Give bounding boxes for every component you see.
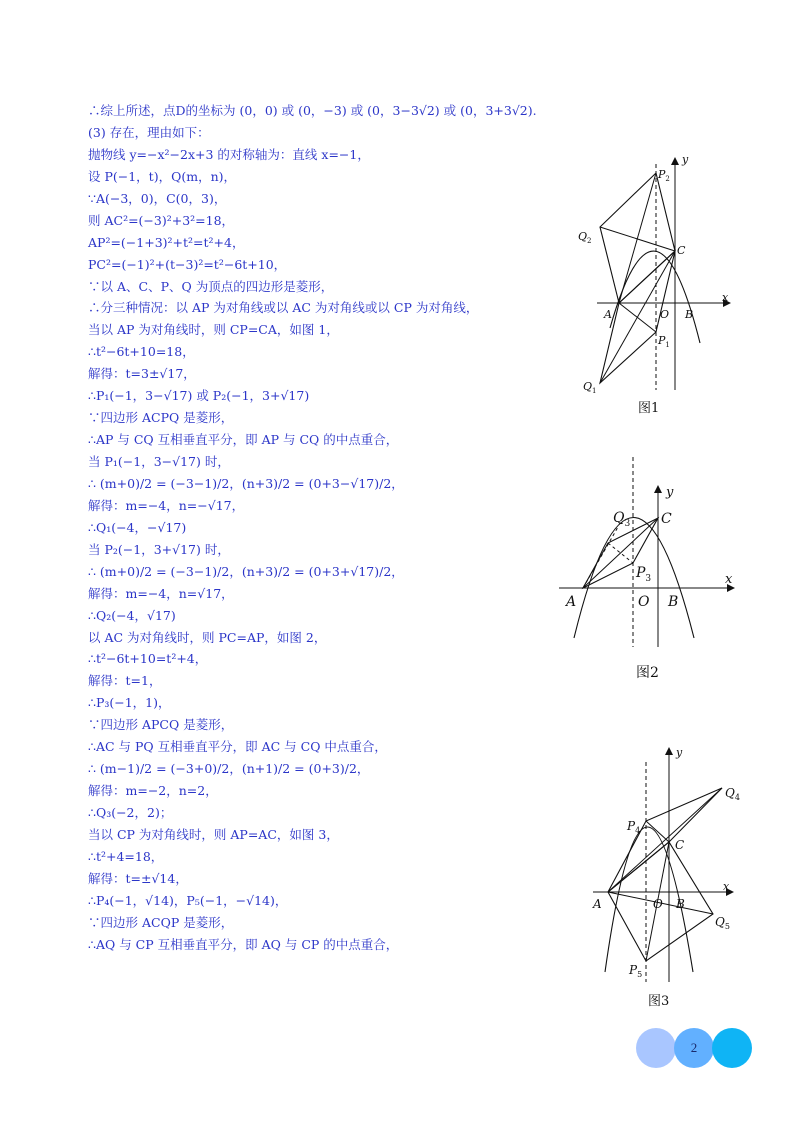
text-line: ∴P₁(−1，3−√17) 或 P₂(−1，3+√17)	[88, 388, 310, 404]
point-p4-label: $P_4$	[627, 819, 641, 835]
text-line: 解得：m=−2，n=2，	[88, 783, 218, 799]
page-number: 2	[690, 1040, 698, 1055]
text-line: 解得：t=3±√17，	[88, 366, 196, 382]
text-line: ∴Q₂(−4，√17)	[88, 607, 176, 623]
point-o-label: O	[638, 594, 650, 610]
x-label: x	[725, 572, 733, 587]
point-c-label: C	[677, 244, 686, 257]
point-a-label: A	[604, 308, 612, 321]
point-p5-label: $P_5$	[629, 963, 643, 979]
text-line: ∵四边形 ACPQ 是菱形，	[88, 410, 234, 426]
text-line: ∴ (m+0)/2 = (−3−1)/2，(n+3)/2 = (0+3+√17)/2，	[88, 563, 404, 579]
text-line: ∵以 A、C、P、Q 为顶点的四边形是菱形，	[88, 278, 334, 294]
text-line: AP²=(−1+3)²+t²=t²+4，	[88, 234, 245, 250]
segment-ap2	[619, 173, 656, 303]
text-line: ∴分三种情况：以 AP 为对角线或以 AC 为对角线或以 CP 为对角线，	[88, 300, 479, 316]
text-line: ∴AC 与 PQ 互相垂直平分，即 AC 与 CQ 中点重合，	[88, 739, 387, 755]
point-o-label: O	[653, 897, 663, 911]
text-line: 当 P₂(−1，3+√17) 时，	[88, 541, 230, 557]
text-line: 解得：t=±√14，	[88, 870, 188, 886]
point-c-label: C	[661, 511, 672, 527]
text-line: ∴P₃(−1，1)，	[88, 695, 171, 711]
figure-1-caption: 图1	[638, 401, 660, 416]
text-line: ∵四边形 ACQP 是菱形，	[88, 914, 234, 930]
y-label: y	[682, 153, 689, 166]
text-line: ∴综上所述，点D的坐标为 (0，0) 或 (0，−3) 或 (0，3−3√2) 或 (0，3+3√2).	[88, 103, 537, 118]
segment-q2c	[600, 227, 675, 251]
diagonal-cp4	[646, 821, 669, 842]
point-p3-label: $P_3$	[636, 565, 652, 584]
text-line: 当 P₁(−1，3−√17) 时，	[88, 454, 230, 469]
text-line: ∴AQ 与 CP 互相垂直平分，即 AQ 与 CP 的中点重合，	[88, 936, 399, 952]
text-line: (3) 存在，理由如下：	[88, 124, 210, 140]
parabola	[574, 518, 694, 639]
x-label: x	[723, 880, 730, 893]
text-line: 解得：t=1，	[88, 673, 162, 689]
point-b-label: B	[668, 594, 679, 610]
figure-2-graph	[556, 452, 746, 652]
text-line: 解得：m=−4，n=√17，	[88, 585, 234, 601]
figure-1	[572, 150, 742, 415]
point-b-label: B	[676, 897, 685, 911]
point-a-label: A	[566, 594, 577, 610]
figure-2-caption: 图2	[636, 665, 659, 681]
point-o-label: O	[660, 308, 670, 321]
diagonal-aq4	[608, 788, 722, 892]
badge-circle-right	[712, 1028, 752, 1068]
text-line: 设 P(−1，t)，Q(m，n)，	[88, 168, 236, 184]
text-line: ∴P₄(−1，√14)，P₅(−1，−√14)，	[88, 892, 288, 908]
point-p1-label: $P_1$	[658, 334, 670, 349]
text-line: ∴t²−6t+10=18，	[88, 344, 195, 360]
page-number-badge	[636, 1026, 756, 1068]
text-line: ∵四边形 APCQ 是菱形，	[88, 717, 234, 733]
text-line: ∴ (m+0)/2 = (−3−1)/2，(n+3)/2 = (0+3−√17)/2，	[88, 475, 404, 491]
point-q4-label: $Q_4$	[725, 786, 740, 802]
figure-3-caption: 图3	[648, 994, 670, 1009]
text-line: ∴Q₃(−2，2)；	[88, 805, 173, 820]
text-line: 以 AC 为对角线时，则 PC=AP，如图 2，	[88, 629, 327, 645]
text-line: ∴Q₁(−4，−√17)	[88, 519, 187, 535]
point-b-label: B	[685, 308, 694, 321]
y-label: y	[676, 746, 683, 759]
figure-3-graph	[585, 742, 765, 987]
point-q5-label: $Q_5$	[715, 915, 730, 931]
text-line: 则 AC²=(−3)²+3²=18，	[88, 212, 235, 228]
y-label: y	[666, 485, 674, 500]
point-q2-label: $Q_2$	[578, 230, 592, 245]
text-line: 当以 AP 为对角线时，则 CP=CA，如图 1，	[88, 322, 339, 338]
point-q3-label: $Q_3$	[613, 510, 631, 529]
text-line: 抛物线 y=−x²−2x+3 的对称轴为：直线 x=−1，	[88, 146, 370, 162]
text-line: ∴t²+4=18，	[88, 848, 164, 864]
x-label: x	[722, 291, 729, 304]
badge-circle-left	[636, 1028, 676, 1068]
solution-text	[88, 100, 568, 956]
text-line: ∴AP 与 CQ 互相垂直平分，即 AP 与 CQ 的中点重合，	[88, 432, 399, 448]
parabola	[610, 251, 700, 343]
figure-2	[556, 452, 746, 681]
point-a-label: A	[593, 897, 602, 911]
point-q1-label: $Q_1$	[583, 380, 597, 395]
text-line: 当以 CP 为对角线时，则 AP=AC，如图 3，	[88, 826, 339, 842]
text-line: PC²=(−1)²+(t−3)²=t²−6t+10，	[88, 256, 287, 272]
figure-1-graph	[572, 150, 742, 415]
text-line: ∵A(−3，0)，C(0，3)，	[88, 190, 227, 206]
point-c-label: C	[675, 838, 685, 852]
point-p2-label: $P_2$	[658, 168, 670, 183]
figure-3	[585, 742, 765, 1009]
text-line: 解得：m=−4，n=−√17，	[88, 497, 245, 513]
text-line: ∴ (m−1)/2 = (−3+0)/2，(n+1)/2 = (0+3)/2，	[88, 761, 370, 777]
text-line: ∴t²−6t+10=t²+4，	[88, 651, 208, 667]
